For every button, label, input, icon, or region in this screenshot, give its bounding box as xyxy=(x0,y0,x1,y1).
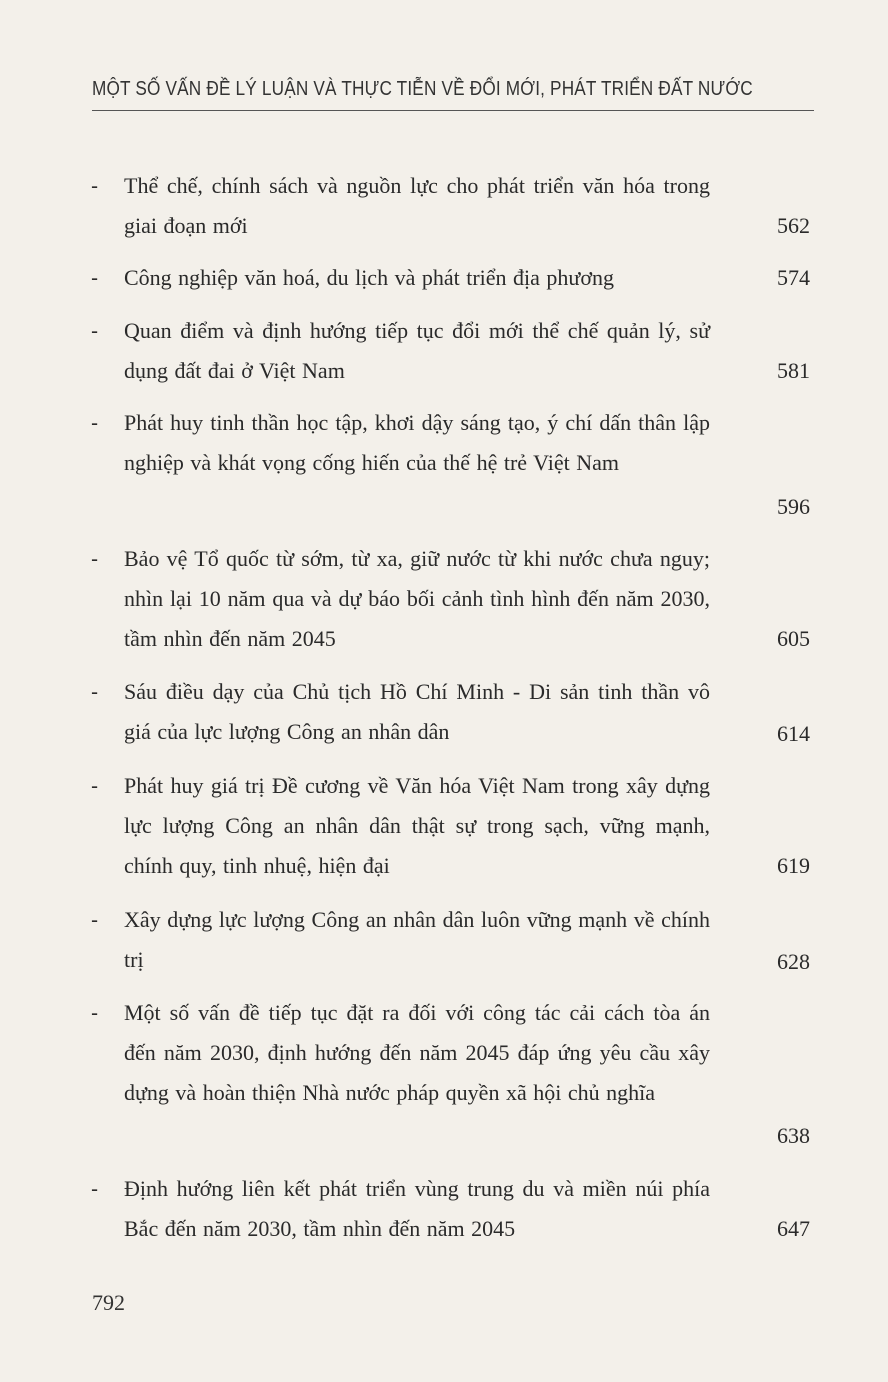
toc-dash: - xyxy=(91,319,99,343)
toc-entry xyxy=(0,311,888,391)
toc-entry xyxy=(0,258,888,298)
toc-title: Bảo vệ Tổ quốc từ sớm, từ xa, giữ nước từ khi nước chưa nguy; nhìn lại 10 năm qua và dự báo bối cảnh tình hình đến năm 2030, tầm nhìn đến năm 2045 xyxy=(124,546,710,651)
toc-title: Quan điểm và định hướng tiếp tục đổi mới thể chế quản lý, sử dụng đất đai ở Việt Nam xyxy=(124,318,710,383)
toc-page-number: 647 xyxy=(777,1216,810,1241)
toc-title: Xây dựng lực lượng Công an nhân dân luôn vững mạnh về chính trị xyxy=(124,907,710,972)
toc-title: Công nghiệp văn hoá, du lịch và phát triển địa phương xyxy=(124,265,614,290)
toc-entry xyxy=(0,672,888,752)
toc-page-number: 638 xyxy=(777,1123,810,1148)
toc-page-number: 614 xyxy=(777,721,810,746)
toc-title: Phát huy giá trị Đề cương về Văn hóa Việt Nam trong xây dựng lực lượng Công an nhân dân thật sự trong sạch, vững mạnh, chính quy, tinh nhuệ, hiện đại xyxy=(124,773,710,878)
toc-page-number: 628 xyxy=(777,949,810,974)
toc-page-number: 581 xyxy=(777,358,810,383)
toc-dash: - xyxy=(91,411,99,435)
toc-dash: - xyxy=(91,266,99,290)
page-number: 792 xyxy=(92,1290,125,1315)
toc-title: Một số vấn đề tiếp tục đặt ra đối với công tác cải cách tòa án đến năm 2030, định hướng đến năm 2045 đáp ứng yêu cầu xây dựng và hoàn thiện Nhà nước pháp quyền xã hội chủ nghĩa xyxy=(124,1000,710,1105)
toc-dash: - xyxy=(91,547,99,571)
toc-title: Phát huy tinh thần học tập, khơi dậy sáng tạo, ý chí dấn thân lập nghiệp và khát vọng cống hiến của thế hệ trẻ Việt Nam xyxy=(124,410,710,475)
toc-title: Thể chế, chính sách và nguồn lực cho phát triển văn hóa trong giai đoạn mới xyxy=(124,173,710,238)
toc-entry xyxy=(0,766,888,886)
toc-dash: - xyxy=(91,774,99,798)
toc-entry xyxy=(0,993,888,1153)
toc-entry xyxy=(0,900,888,980)
toc-page-number: 605 xyxy=(777,626,810,651)
toc-entry xyxy=(0,1169,888,1249)
header-rule xyxy=(92,110,814,111)
toc-dash: - xyxy=(91,680,99,704)
toc-page-number: 596 xyxy=(777,494,810,519)
toc-dash: - xyxy=(91,1177,99,1201)
toc-entry xyxy=(0,403,888,523)
toc-dash: - xyxy=(91,908,99,932)
toc-page-number: 574 xyxy=(777,265,810,290)
toc-dash: - xyxy=(91,1001,99,1025)
toc-title: Sáu điều dạy của Chủ tịch Hồ Chí Minh - Di sản tinh thần vô giá của lực lượng Công an nhân dân xyxy=(124,679,710,744)
toc-entry xyxy=(0,166,888,246)
toc-page-number: 619 xyxy=(777,853,810,878)
running-header: MỘT SỐ VẤN ĐỀ LÝ LUẬN VÀ THỰC TIỄN VỀ ĐỔI MỚI, PHÁT TRIỂN ĐẤT NƯỚC xyxy=(92,78,753,100)
toc-page-number: 562 xyxy=(777,213,810,238)
toc-title: Định hướng liên kết phát triển vùng trung du và miền núi phía Bắc đến năm 2030, tầm nhìn đến năm 2045 xyxy=(124,1176,710,1241)
toc-dash: - xyxy=(91,174,99,198)
toc-entry xyxy=(0,539,888,659)
